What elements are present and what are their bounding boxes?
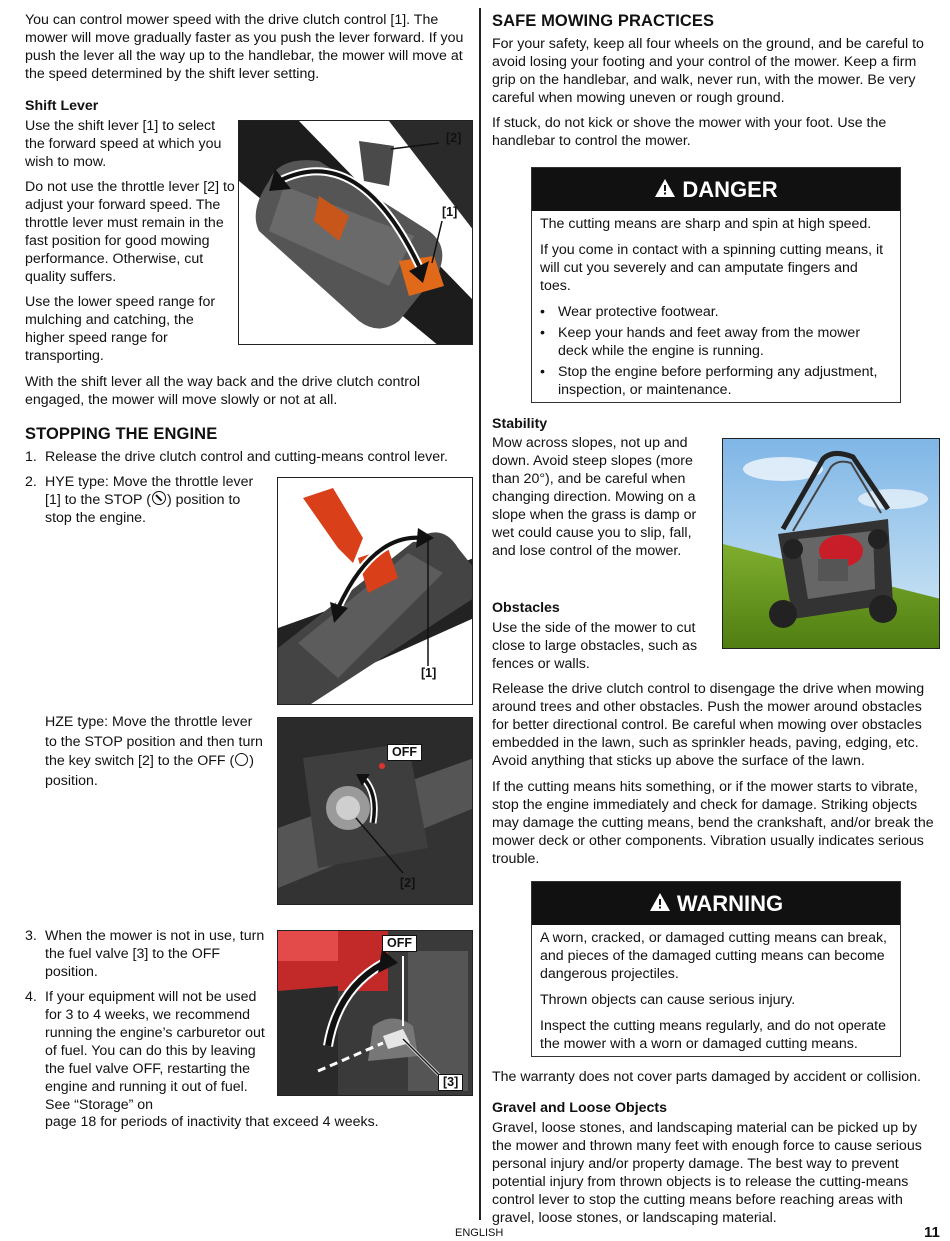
obstacles-heading: Obstacles <box>492 600 560 616</box>
shift-lever-illustration <box>239 121 473 345</box>
obstacles-text: Use the side of the mower to cut close to large obstacles, such as fences or walls. <box>492 620 698 672</box>
fuel-valve-illustration <box>278 931 473 1096</box>
safe-mowing-heading: SAFE MOWING PRACTICES <box>492 12 715 30</box>
list-item: • Keep your hands and feet away from the mower deck while the engine is running. <box>556 324 892 360</box>
warning-header <box>532 882 900 925</box>
warning-body <box>532 925 900 1067</box>
list-item: • Stop the engine before performing any adjustment, inspection, or maintenance. <box>556 363 892 399</box>
warranty-note: The warranty does not cover parts damaged by accident or collision. <box>492 1069 921 1085</box>
warning-p2: Thrown objects can cause serious injury. <box>540 992 796 1008</box>
step-number: 3. <box>25 928 37 944</box>
intro-paragraph: You can control mower speed with the drive clutch control [1]. The mower will move gradually faster as you push the lever forward. If you push the lever all the way up to the handlebar, the mower will move at the speed determined by the shift lever setting. <box>25 12 464 82</box>
safe-mowing-p2: If stuck, do not kick or shove the mower with your foot. Use the handlebar to control the mower. <box>492 115 887 149</box>
step-4-text: If your equipment will not be used for 3 to 4 weeks, we recommend running the engine’s carburetor out of fuel. You can do this by leaving the fuel valve OFF, restarting the engine and running it out of fuel. See “Storage” on <box>45 989 265 1113</box>
key-switch-illustration <box>278 718 473 905</box>
shift-lever-figure <box>238 120 473 345</box>
shift-lever-p3: Use the lower speed range for mulching and catching, the higher speed range for transporting. <box>25 294 216 364</box>
step-4-text-continued: page 18 for periods of inactivity that exceed 4 weeks. <box>45 1114 379 1130</box>
figure-callout: [1] <box>421 666 437 680</box>
gravel-heading: Gravel and Loose Objects <box>492 1100 668 1116</box>
figure-callout: [2] <box>446 131 462 145</box>
column-divider <box>479 8 481 1220</box>
stability-heading: Stability <box>492 416 548 432</box>
hye-throttle-figure <box>277 477 473 705</box>
danger-list <box>540 303 892 399</box>
step-number: 4. <box>25 989 37 1005</box>
danger-body <box>532 211 900 408</box>
off-label: OFF <box>387 744 422 761</box>
gravel-text: Gravel, loose stones, and landscaping material can be picked up by the mower and thrown many feet with enough force to cause serious personal injury and/or property damage. The best way to prevent potential injury from thrown objects is to release the cutting-means control lever to stop the cutting means before reaching areas with gravel, loose stones, or landscaping material. <box>492 1120 922 1226</box>
danger-p1: The cutting means are sharp and spin at high speed. <box>540 216 872 232</box>
off-label: OFF <box>382 935 417 952</box>
hze-key-switch-figure <box>277 717 473 905</box>
figure-callout: [1] <box>442 205 458 219</box>
figure-callout: [3] <box>438 1074 463 1091</box>
warning-triangle-icon <box>649 892 671 912</box>
mower-on-slope-illustration <box>723 439 940 649</box>
slope-mowing-figure <box>722 438 940 649</box>
shift-lever-p1: Use the shift lever [1] to select the forward speed at which you wish to mow. <box>25 118 222 170</box>
danger-box <box>531 167 901 403</box>
danger-header <box>532 168 900 211</box>
stop-symbol-icon <box>152 491 166 505</box>
step-number: 1. <box>25 449 37 465</box>
shift-lever-heading: Shift Lever <box>25 98 99 114</box>
warning-title: WARNING <box>676 891 784 916</box>
obstacles-p3: If the cutting means hits something, or if the mower starts to vibrate, stop the engine immediately and check for damage. Striking objects may damage the cutting means, bend the crankshaft, and/or break the mower deck or other components. Vibration usually indicates serious trouble. <box>492 779 934 867</box>
stopping-engine-heading: STOPPING THE ENGINE <box>25 425 218 443</box>
shift-note: With the shift lever all the way back and the drive clutch control engaged, the mower will move slowly or not at all. <box>25 374 421 408</box>
hze-text: HZE type: Move the throttle lever to the STOP position and then turn the key switch [2] to the OFF ( ) position. <box>45 714 263 789</box>
figure-callout: [2] <box>400 876 416 890</box>
footer-language: ENGLISH <box>455 1227 504 1239</box>
throttle-lever-illustration <box>278 478 473 705</box>
stability-text: Mow across slopes, not up and down. Avoid steep slopes (more than 20°), and be careful when changing direction. Mowing on a slope when the grass is damp or wet could cause you to slip, fall, and lose control of the mower. <box>492 435 697 559</box>
safe-mowing-p1: For your safety, keep all four wheels on the ground, and be careful to avoid losing your footing and your control of the mower. Keep a firm grip on the handlebar, and walk, never run, with the mower. Be very careful when mowing uneven or rough ground. <box>492 36 924 106</box>
fuel-valve-figure <box>277 930 473 1096</box>
warning-triangle-icon <box>654 178 676 198</box>
warning-p3: Inspect the cutting means regularly, and do not operate the mower with a worn or damaged cutting means. <box>540 1018 886 1052</box>
page-number: 11 <box>924 1224 940 1241</box>
step-number: 2. <box>25 474 37 490</box>
step-1-text: Release the drive clutch control and cutting-means control lever. <box>45 449 448 465</box>
danger-title: DANGER <box>682 177 778 202</box>
danger-p2: If you come in contact with a spinning cutting means, it will cut you severely and can amputate fingers and toes. <box>540 242 884 294</box>
step-2-text: HYE type: Move the throttle lever [1] to the STOP ( ) position to stop the engine. <box>45 474 254 526</box>
obstacles-p2: Release the drive clutch control to disengage the drive when mowing around trees and other obstacles. Push the mower around obstacles for better directional control. Be careful when mowing over obstacles embedded in the lawn, such as sprinkler heads, paving, edging, etc. Avoid anything that sticks up above the surface of the lawn. <box>492 681 925 769</box>
warning-p1: A worn, cracked, or damaged cutting means can break, and pieces of the damaged cutting means can become dangerous projectiles. <box>540 930 887 982</box>
step-3-text: When the mower is not in use, turn the fuel valve [3] to the OFF position. <box>45 928 265 980</box>
warning-box <box>531 881 901 1057</box>
off-symbol-icon <box>235 753 248 766</box>
shift-lever-p2: Do not use the throttle lever [2] to adjust your forward speed. The throttle lever must remain in the fast position for good mowing performance. Otherwise, cut quality suffers. <box>25 179 235 285</box>
list-item: • Wear protective footwear. <box>556 303 892 321</box>
